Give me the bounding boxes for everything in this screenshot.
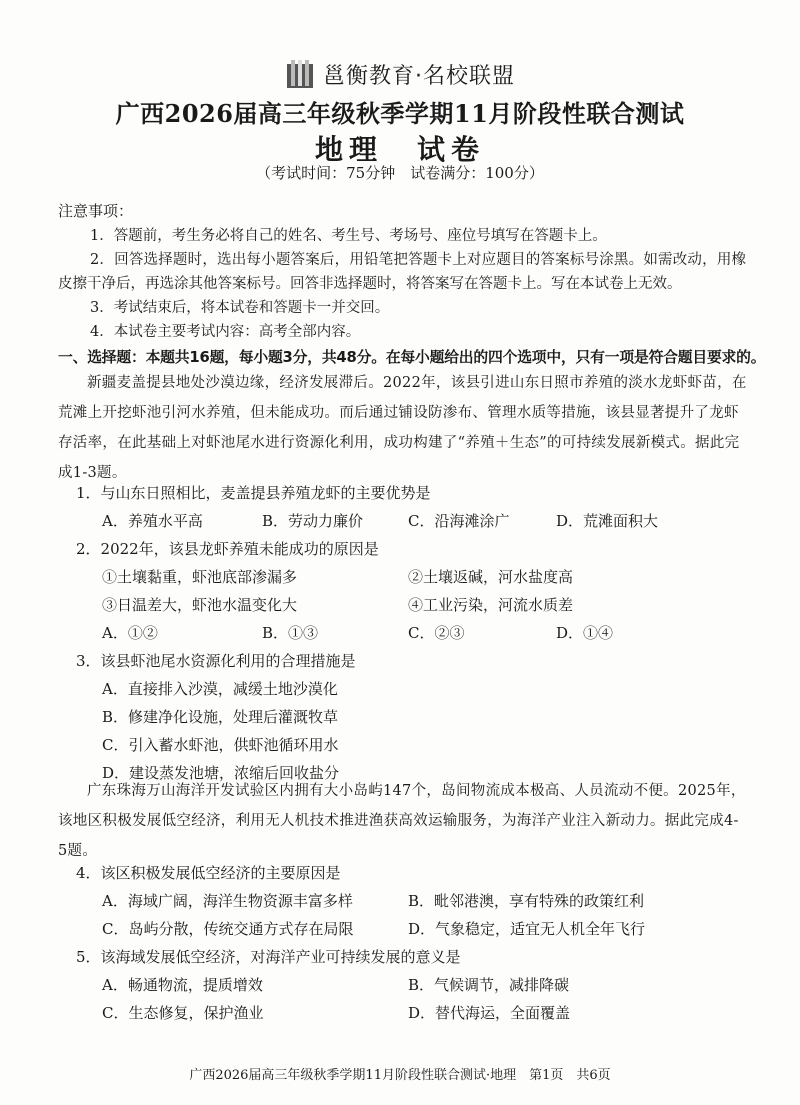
exam-title: 广西2026届高三年级秋季学期11月阶段性联合测试 [115,99,685,128]
q2-option-c: C．②③ [408,624,465,642]
question-4-stem: 4．该区积极发展低空经济的主要原因是 [76,864,341,882]
q2-statement-1: ①土壤黏重，虾池底部渗漏多 [102,568,298,586]
q1-option-d: D．荒滩面积大 [556,512,659,530]
note-3: 3．考试结束后，将本试卷和答题卡一并交回。 [90,300,390,316]
q2-statement-2: ②土壤返碱，河水盐度高 [408,568,574,586]
q3-option-b: B．修建净化设施，处理后灌溉牧草 [102,708,339,726]
q4-option-b: B．毗邻港澳，享有特殊的政策红利 [408,892,645,910]
q4-option-d: D．气象稳定，适宜无人机全年飞行 [408,920,646,938]
q1-option-b: B．劳动力廉价 [262,512,364,530]
brand-header [0,58,800,90]
q4-option-a: A．海域广阔，海洋生物资源丰富多样 [102,892,353,910]
q2-statement-3: ③日温差大，虾池水温变化大 [102,596,298,614]
q3-option-c: C．引入蓄水虾池，供虾池循环用水 [102,736,339,754]
section-title: 一、选择题：本题共16题，每小题3分，共48分。在每小题给出的四个选项中，只有一项是符合题目要求的。 [58,349,766,366]
q5-option-c: C．生态修复，保护渔业 [102,1004,264,1022]
note-2: 2．回答选择题时，选出每小题答案后，用铅笔把答题卡上对应题目的答案标号涂黑。如需改动，用橡 [90,252,747,268]
question-1-stem: 1．与山东日照相比，麦盖提县养殖龙虾的主要优势是 [76,484,431,502]
brand-name: 邕衡教育·名校联盟 [323,63,515,89]
q3-option-d: D．建设蒸发池塘，浓缩后回收盐分 [102,764,340,782]
exam-info: （考试时间：75分钟 试卷满分：100分） [256,164,544,182]
q1-option-c: C．沿海滩涂广 [408,512,510,530]
subject-title: 地理 试卷 [314,133,485,166]
q1-option-a: A．养殖水平高 [102,512,203,530]
passage-2: 广东珠海万山海洋开发试验区内拥有大小岛屿147个，岛间物流成本极高、人员流动不便。2025年，该地区积极发展低空经济，利用无人机技术推进渔获高效运输服务，为海洋产业注入新动力。据此完成4-5题。 [58,783,746,859]
notes-heading: 注意事项： [58,202,134,220]
q3-option-a: A．直接排入沙漠，减缓土地沙漠化 [102,680,338,698]
question-3-stem: 3．该县虾池尾水资源化利用的合理措施是 [76,652,356,670]
q2-option-b: B．①③ [262,624,319,642]
q5-option-d: D．替代海运，全面覆盖 [408,1004,571,1022]
note-4: 4．本试卷主要考试内容：高考全部内容。 [90,324,361,340]
note-1: 1．答题前，考生务必将自己的姓名、考生号、考场号、座位号填写在答题卡上。 [90,228,607,244]
q2-option-d: D．①④ [556,624,614,642]
question-2-stem: 2．2022年，该县龙虾养殖未能成功的原因是 [76,540,379,558]
page-footer: 广西2026届高三年级秋季学期11月阶段性联合测试·地理 第1页 共6页 [189,1068,611,1083]
question-5-stem: 5．该海域发展低空经济，对海洋产业可持续发展的意义是 [76,948,461,966]
q2-option-a: A．①② [102,624,158,642]
q5-option-b: B．气候调节，减排降碳 [408,976,570,994]
q5-option-a: A．畅通物流，提质增效 [102,976,263,994]
note-2-cont: 皮擦干净后，再选涂其他答案标号。回答非选择题时，将答案写在答题卡上。写在本试卷上无效。 [58,276,682,292]
book-logo-icon [285,58,315,90]
passage-1: 新疆麦盖提县地处沙漠边缘，经济发展滞后。2022年，该县引进山东日照市养殖的淡水龙虾虾苗，在荒滩上开挖虾池引河水养殖，但未能成功。而后通过铺设防渗布、管理水质等措施，该县显著提升了龙虾存活率，在此基础上对虾池尾水进行资源化利用，成功构建了“养殖＋生态”的可持续发展新模式。据此完成1-3题。 [58,375,747,481]
q2-statement-4: ④工业污染，河流水质差 [408,596,574,614]
q4-option-c: C．岛屿分散，传统交通方式存在局限 [102,920,354,938]
